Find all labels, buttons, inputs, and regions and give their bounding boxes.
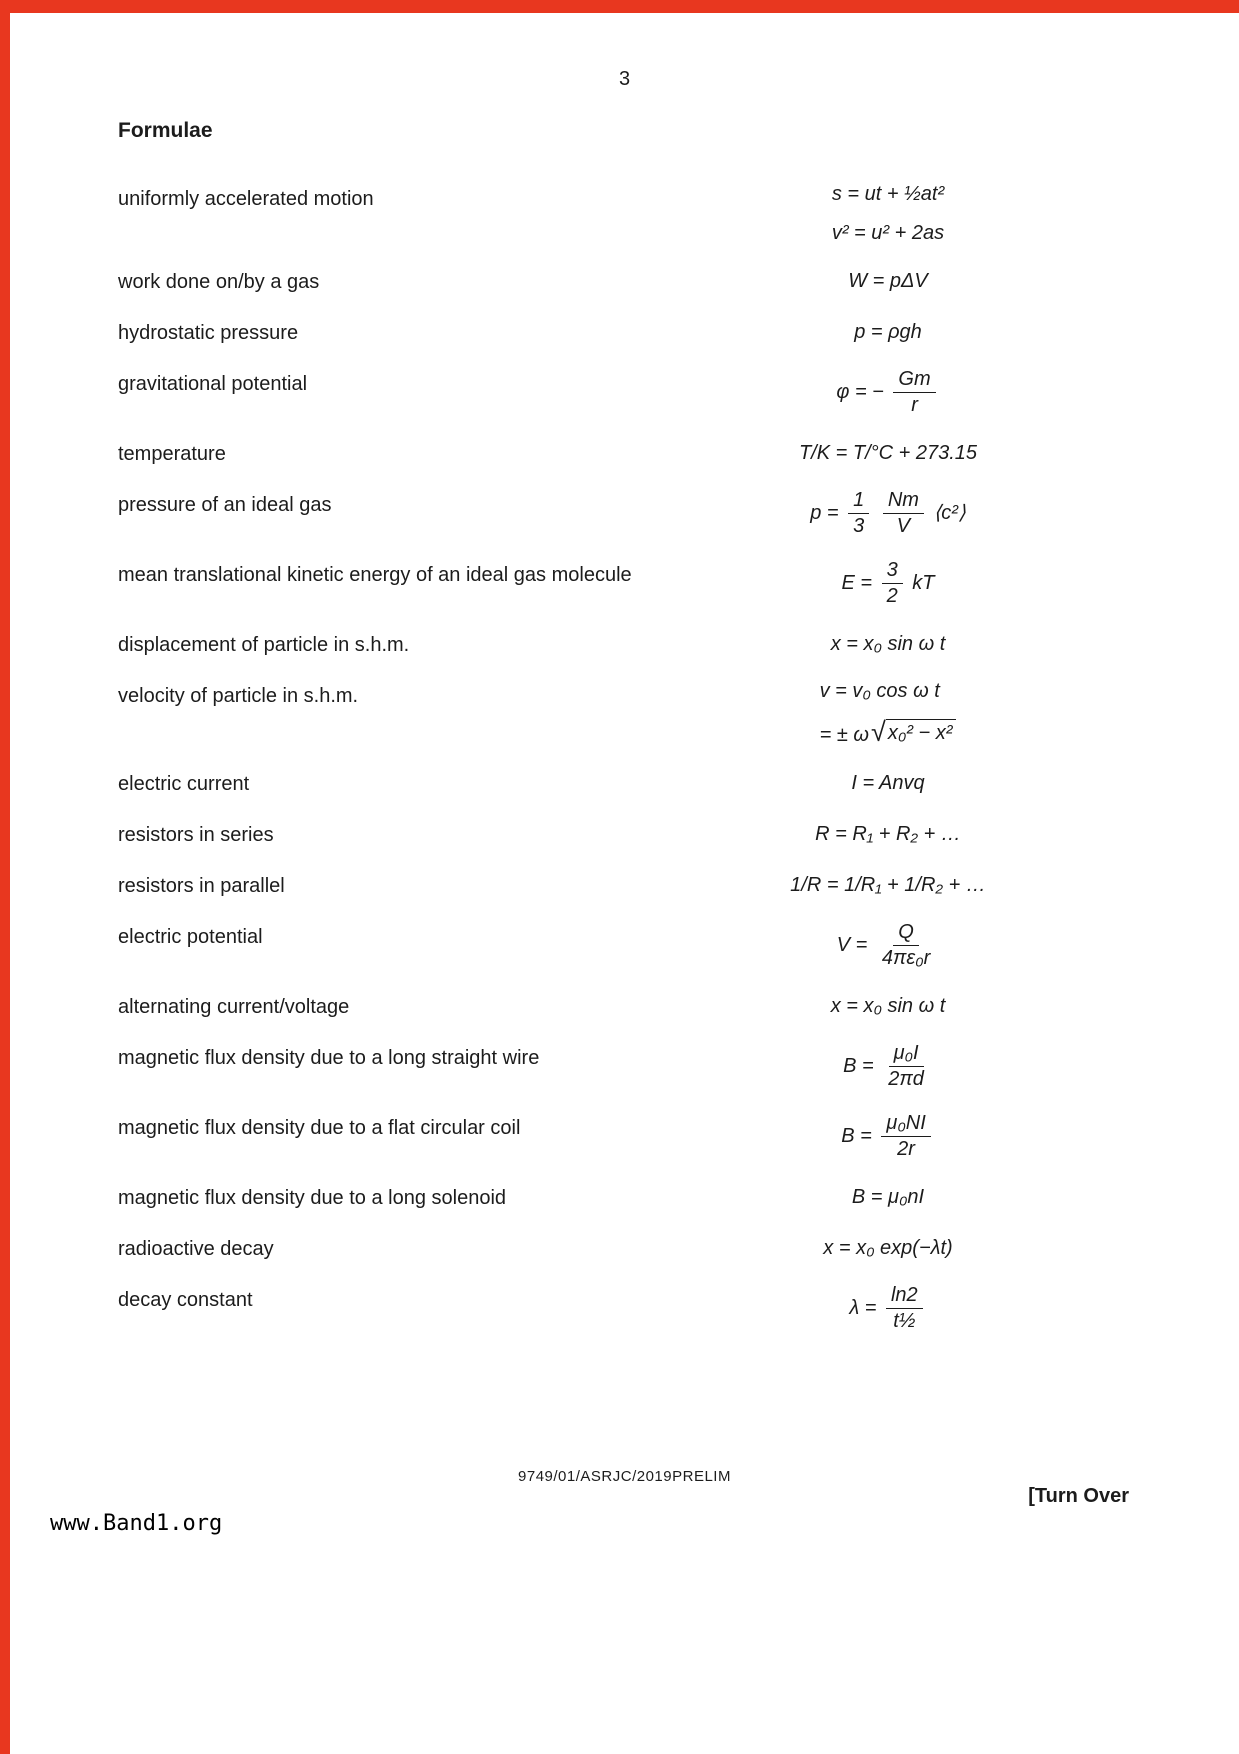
watermark-url: www.Band1.org — [50, 1511, 223, 1536]
sqrt-symbol: √ x₀² − x² — [871, 719, 956, 746]
formula-expression — [693, 1237, 1083, 1260]
formula-row — [118, 489, 1098, 538]
formula-line: 1/R = 1/R₁ + 1/R₂ + … — [790, 873, 986, 896]
formula-row — [118, 819, 1098, 849]
formula-line: W = pΔV — [848, 269, 928, 292]
fraction: $\frac{1}{3}$ — [848, 489, 869, 538]
formula-line: V = $\frac{Q}{\text{4πε₀r}}$ — [837, 921, 940, 970]
formula-label: decay constant — [118, 1289, 253, 1311]
formula-line: B = $\frac{\text{μ₀I}}{2\pi d}$ — [843, 1042, 933, 1091]
formula-row — [118, 368, 1098, 417]
formula-expression — [693, 1284, 1083, 1333]
formula-expression — [693, 823, 1083, 846]
formula-expression — [693, 368, 1083, 417]
formula-row — [118, 870, 1098, 900]
fraction: $\frac{\text{μ₀I}}{2\pi d}$ — [888, 1042, 924, 1090]
formula-line: = ± ω √ x₀² − x² — [820, 719, 957, 747]
formula-label: gravitational potential — [118, 373, 308, 395]
formula-label: radioactive decay — [118, 1238, 274, 1260]
formula-line: x = x₀ exp(−λt) — [823, 1236, 953, 1259]
formula-label: magnetic flux density due to a flat circular coil — [118, 1117, 521, 1139]
formula-line: p = ρgh — [854, 320, 922, 343]
formula-list — [118, 183, 1098, 1333]
formula-expression — [693, 559, 1083, 608]
formula-expression — [693, 633, 1083, 656]
formula-expression — [693, 995, 1083, 1018]
formula-label: resistors in series — [118, 824, 274, 846]
turn-over-label: [Turn Over — [1028, 1485, 1129, 1507]
formula-expression — [693, 772, 1083, 795]
formula-label: alternating current/voltage — [118, 996, 350, 1018]
formula-label: magnetic flux density due to a long straight wire — [118, 1047, 540, 1069]
formula-label: velocity of particle in s.h.m. — [118, 685, 359, 707]
formula-label: work done on/by a gas — [118, 271, 320, 293]
formula-label: resistors in parallel — [118, 875, 285, 897]
fraction: $\frac{\text{μ₀NI}}{2r}$ — [881, 1112, 930, 1161]
formula-line: I = Anvq — [851, 771, 925, 794]
formula-row — [118, 921, 1098, 970]
formula-row — [118, 559, 1098, 608]
formula-expression — [693, 1186, 1083, 1209]
fraction: $\frac{Gm}{r}$ — [893, 368, 935, 417]
fraction: $\frac{3}{2}$ — [882, 559, 903, 608]
page-number: 3 — [618, 68, 631, 90]
formula-line: v = v₀ cos ω t — [819, 680, 940, 702]
formula-row — [118, 991, 1098, 1021]
page-title: Formulae — [118, 119, 213, 142]
formula-label: magnetic flux density due to a long solenoid — [118, 1187, 507, 1209]
formula-row — [118, 1182, 1098, 1212]
formula-row — [118, 1042, 1098, 1091]
formula-expression — [693, 1042, 1083, 1091]
formula-row — [118, 1284, 1098, 1333]
formula-row — [118, 183, 1098, 245]
formula-expression — [693, 442, 1083, 465]
formula-line: s = ut + ½at² — [831, 183, 945, 205]
formula-label: electric potential — [118, 926, 263, 948]
formula-expression — [693, 321, 1083, 344]
formula-line: x = x₀ sin ω t — [830, 994, 946, 1017]
formula-line: T/K = T/°C + 273.15 — [798, 441, 978, 464]
formula-line: φ = − $\frac{Gm}{r}$ — [836, 368, 939, 417]
formula-line: E = $\frac{3}{2}$ kT — [841, 559, 935, 607]
formula-line: p = $\frac{1}{3}$ $\frac{Nm}{V}$ ⟨c²⟩ — [810, 489, 966, 537]
formula-expression — [693, 1112, 1083, 1161]
fraction: $\frac{\ln 2}{\text{t½}}$ — [886, 1284, 923, 1333]
formula-label: electric current — [118, 773, 250, 795]
footer-paper-code: 9749/01/ASRJC/2019PRELIM — [518, 1468, 731, 1485]
fraction: $\frac{Nm}{V}$ — [883, 489, 924, 538]
formula-line: R = R₁ + R₂ + … — [815, 822, 961, 845]
formula-expression — [693, 270, 1083, 293]
formula-expression — [693, 489, 1083, 538]
formula-row — [118, 266, 1098, 296]
formula-line: v² = u² + 2as — [831, 222, 945, 244]
formula-row — [118, 1112, 1098, 1161]
formula-expression — [693, 680, 1083, 747]
formula-label: hydrostatic pressure — [118, 322, 299, 344]
formula-label: uniformly accelerated motion — [118, 188, 374, 210]
formula-row — [118, 438, 1098, 468]
formula-row — [118, 680, 1098, 747]
fraction: $\frac{Q}{\text{4πε₀r}}$ — [881, 921, 931, 969]
formula-expression — [693, 921, 1083, 970]
formula-label: temperature — [118, 443, 226, 465]
formula-line: B = $\frac{\text{μ₀NI}}{2r}$ — [841, 1112, 935, 1161]
formula-line: x = x₀ sin ω t — [830, 632, 946, 655]
formula-expression — [693, 183, 1083, 245]
formula-row — [118, 317, 1098, 347]
formula-expression — [693, 874, 1083, 897]
formula-row — [118, 1233, 1098, 1263]
formula-row — [118, 768, 1098, 798]
formula-line: B = μ₀nI — [851, 1185, 925, 1208]
formula-label: displacement of particle in s.h.m. — [118, 634, 410, 656]
formula-row — [118, 629, 1098, 659]
formula-label: mean translational kinetic energy of an ideal gas molecule — [118, 564, 632, 586]
formula-line: λ = $\frac{\ln 2}{\text{t½}}$ — [849, 1284, 926, 1333]
formula-label: pressure of an ideal gas — [118, 494, 332, 516]
